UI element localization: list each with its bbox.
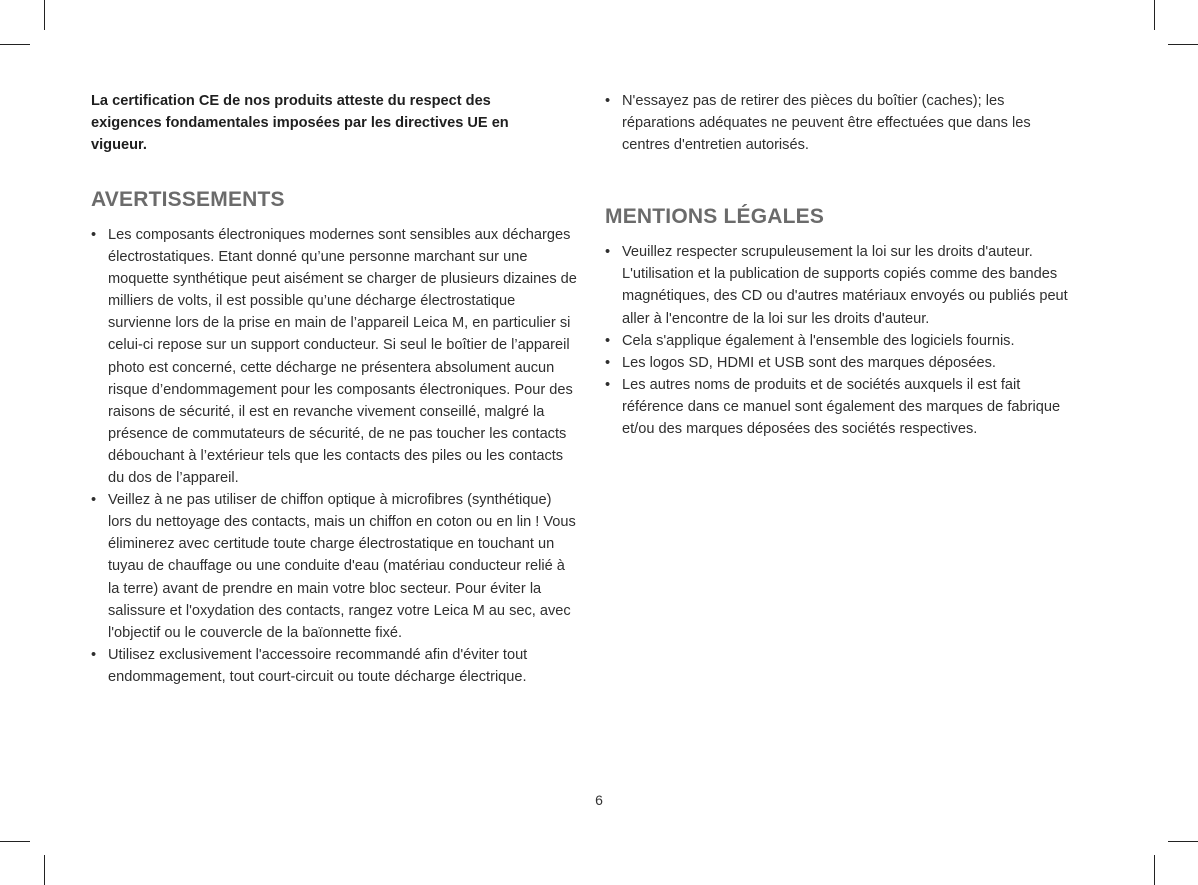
list-item bbox=[91, 489, 579, 644]
list-item bbox=[605, 374, 1080, 440]
bullet-icon: • bbox=[91, 646, 97, 663]
list-item-text: Les autres noms de produits et de sociétés auxquels il est fait référence dans ce manuel sont également des marques de fabrique et/ou des marques déposées des sociétés respectives. bbox=[622, 376, 1061, 438]
crop-mark bbox=[0, 841, 30, 842]
list-item-text: Veillez à ne pas utiliser de chiffon optique à microfibres (synthétique) lors du nettoyage des contacts, mais un chiffon en coton ou en lin ! Vous éliminerez avec certitude toute charge électrostatique en touchant un tuyau de chauffage ou une conduite d'eau (matériau conducteur relié à la terre) avant de prendre en main votre bloc secteur. Pour éviter la salissure et l'oxydation des contacts, rangez votre Leica M au sec, avec l'objectif ou le couvercle de la baïonnette fixé. bbox=[108, 492, 576, 641]
bullet-icon: • bbox=[605, 376, 611, 393]
list-item-text: Les composants électroniques modernes sont sensibles aux décharges électrostatiques. Etant donné qu’une personne marchant sur une moquette synthétique peut aisément se charger de plusieurs dizaines de milliers de volts, il est possible qu’une décharge électrostatique survienne lors de la prise en main de l’appareil Leica M, en particulier si celui-ci repose sur un support conducteur. Si seul le boîtier de l’appareil photo est concerné, cette décharge ne présentera absolument aucun risque d’endommagement pour les composants électroniques. Pour des raisons de sécurité, il est en revanche vivement conseillé, malgré la présence de commutateurs de sécurité, de ne pas toucher les contacts débouchant à l’extérieur tels que les contacts des piles ou les contacts du dos de l’appareil. bbox=[108, 227, 577, 487]
list-item-text: Veuillez respecter scrupuleusement la loi sur les droits d'auteur. L'utilisation et la publication de supports copiés comme des bandes magnétiques, des CD ou d'autres matériaux envoyés ou publiés peut aller à l'encontre de la loi sur les droits d'auteur. bbox=[622, 244, 1068, 327]
bullet-icon: • bbox=[605, 93, 611, 109]
crop-mark bbox=[1168, 44, 1198, 45]
list-item bbox=[605, 330, 1080, 352]
list-item bbox=[605, 241, 1080, 329]
list-item-text: Utilisez exclusivement l'accessoire recommandé afin d'éviter tout endommagement, tout court-circuit ou toute décharge électrique. bbox=[108, 646, 528, 685]
crop-mark bbox=[44, 0, 45, 30]
list-item-text: N'essayez pas de retirer des pièces du boîtier (caches); les réparations adéquates ne peuvent être effectuées que dans les centres d'entretien autorisés. bbox=[622, 93, 1031, 154]
right-column bbox=[605, 88, 1080, 440]
list-item bbox=[605, 352, 1080, 374]
warnings-continued-list bbox=[605, 90, 1080, 156]
legal-heading: MENTIONS LÉGALES bbox=[605, 205, 825, 229]
list-item bbox=[91, 644, 579, 688]
crop-mark bbox=[1168, 841, 1198, 842]
crop-mark bbox=[1154, 855, 1155, 885]
bullet-icon: • bbox=[91, 492, 97, 509]
warnings-list bbox=[91, 224, 579, 688]
bullet-icon: • bbox=[605, 354, 611, 371]
ce-certification-note: La certification CE de nos produits atteste du respect des exigences fondamentales imposées par les directives UE en vigueur. bbox=[91, 93, 509, 153]
list-item bbox=[605, 90, 1080, 156]
crop-mark bbox=[44, 855, 45, 885]
left-column bbox=[91, 88, 579, 688]
page-number: 6 bbox=[595, 792, 603, 808]
legal-list bbox=[605, 241, 1080, 440]
warnings-heading: AVERTISSEMENTS bbox=[91, 188, 285, 211]
list-item-text: Cela s'applique également à l'ensemble des logiciels fournis. bbox=[622, 332, 1015, 349]
bullet-icon: • bbox=[91, 227, 97, 243]
list-item-text: Les logos SD, HDMI et USB sont des marques déposées. bbox=[622, 354, 996, 371]
list-item bbox=[91, 224, 579, 489]
crop-mark bbox=[1154, 0, 1155, 30]
bullet-icon: • bbox=[605, 244, 611, 261]
bullet-icon: • bbox=[605, 332, 611, 349]
crop-mark bbox=[0, 44, 30, 45]
